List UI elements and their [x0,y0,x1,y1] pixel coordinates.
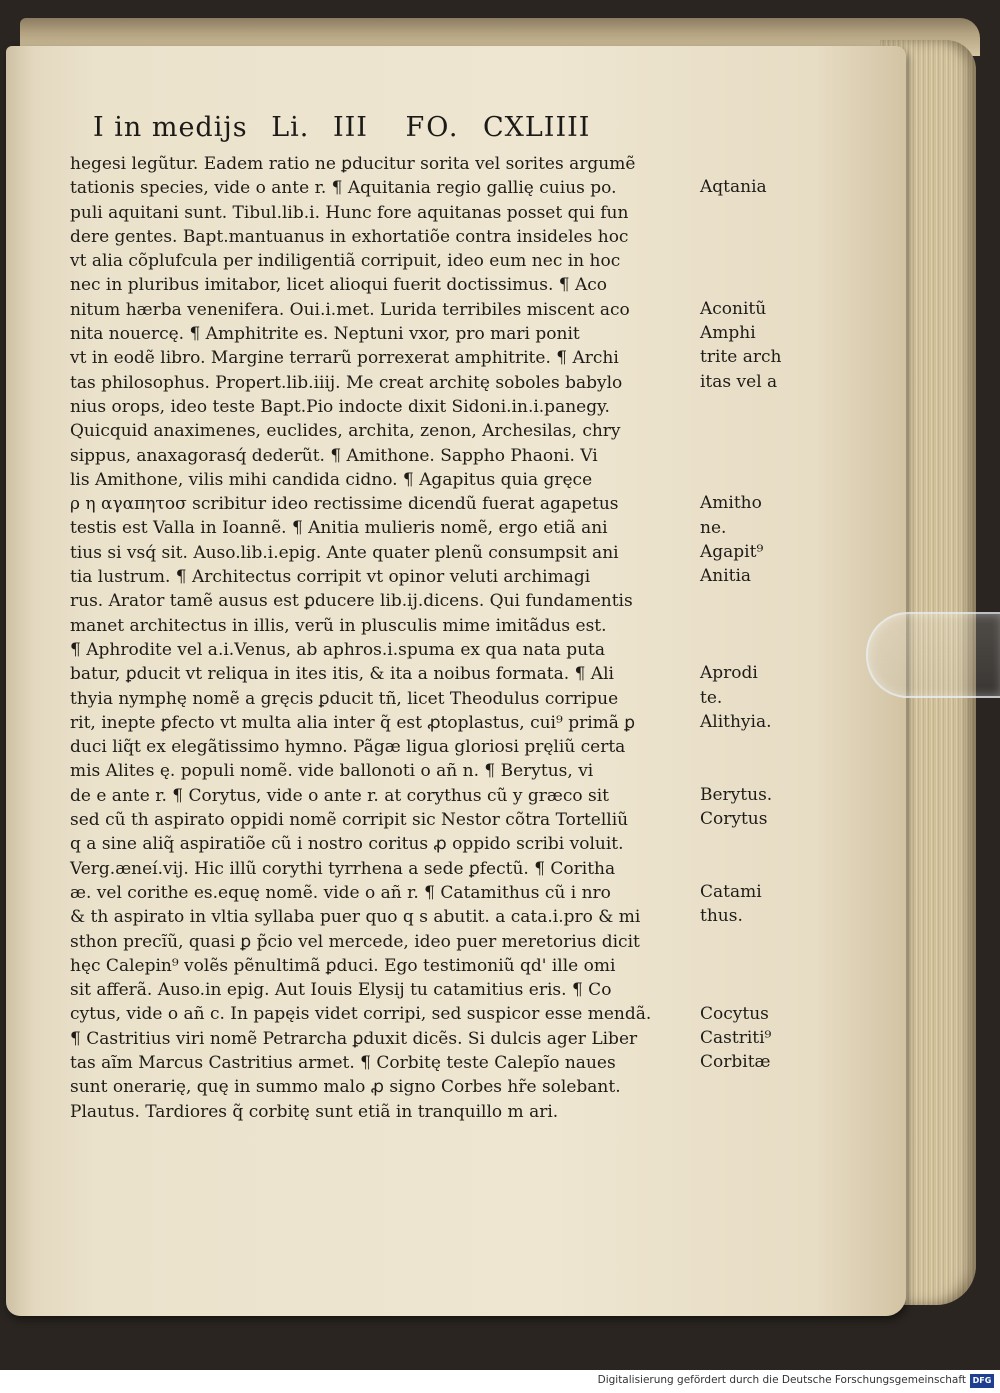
page-clip [866,612,1000,698]
margin-note: Aconitũ [700,298,767,319]
margin-note: Alithyia. [700,711,772,732]
margin-note: Castriti⁹ [700,1027,772,1048]
text-line: q a sine aliq̃ aspiratiõe cũ i nostro coritus ꝓ oppido scribi voluit. [70,834,624,855]
margin-note: Berytus. [700,784,773,805]
text-line: ρ η αγαπητοσ scribitur ideo rectissime dicendũ fuerat agapetus [70,494,619,515]
text-line: tas philosophus. Propert.lib.iiij. Me creat architę soboles babylo [70,372,623,393]
text-line: sit afferã. Auso.in epig. Aut Iouis Elysij tu catamitius eris. ¶ Co [70,980,612,1001]
running-head [93,112,653,143]
text-line: hęc Calepin⁹ volẽs pẽnultimã ꝑduci. Ego testimoniũ qd' ille omi [70,955,616,976]
text-line: lis Amithone, vilis mihi candida cidno. ¶ Agapitus quia gręce [70,469,593,490]
margin-note: Catami [700,882,762,902]
text-line: tia lustrum. ¶ Architectus corripit vt opinor veluti archimagi [70,567,591,588]
text-line: rit, inepte ꝑfecto vt multa alia inter q̃ est ꝓtoplastus, cui⁹ primã ꝑ [70,712,636,733]
margin-note: Corbitæ [700,1052,771,1073]
text-line: testis est Valla in Ioannẽ. ¶ Anitia mulieris nomẽ, ergo etiã ani [70,518,608,539]
margin-note: thus. [700,906,743,927]
margin-note: Agapit⁹ [700,541,764,562]
digitization-footer [0,1370,1000,1393]
text-line: cytus, vide o añ c. In papęis videt corripi, sed suspicor esse mendã. [70,1004,652,1025]
text-line: & th aspirato in vltia syllaba puer quo q s abutit. a cata.i.pro & mi [70,907,641,928]
margin-note: Aprodi [700,663,758,684]
text-line: æ. vel corithe es.equę nomẽ. vide o añ r. ¶ Catamithus cũ i nro [70,882,611,903]
body-text [70,152,700,1124]
text-line: puli aquitani sunt. Tibul.lib.i. Hunc fore aquitanas posset qui fun [70,202,629,223]
book-label: Li. [271,112,310,143]
text-line: vt alia cõplufcula per indiligentiã corripuit, ideo eum nec in hoc [70,251,621,272]
margin-note: Corytus [700,809,768,830]
margin-note: ne. [700,517,727,538]
text-line: nita nouercę. ¶ Amphitrite es. Neptuni vxor, pro mari ponit [70,324,580,345]
text-line: Verg.æneí.vij. Hic illũ corythi tyrrhena a sede ꝑfectũ. ¶ Coritha [70,858,616,879]
text-line: duci liq̃t ex elegãtissimo hymno. Pãgæ ligua gloriosi pręliũ certa [70,737,626,758]
text-line: hegesi legũtur. Eadem ratio ne ꝑducitur sorita vel sorites argumẽ [70,154,636,174]
text-line: Quicquid anaximenes, euclides, archita, zenon, Archesilas, chry [70,421,621,442]
text-line: Plautus. Tardiores q̃ corbitę sunt etiã in tranquillo m ari. [70,1101,559,1122]
text-line: sunt onerarię, quę in summo malo ꝓ signo Corbes hr̃e solebant. [70,1077,621,1098]
text-line: vt in eodẽ libro. Margine terrarũ porrexerat amphitrite. ¶ Archi [70,348,619,369]
margin-note: Cocytus [700,1003,769,1024]
text-line: sthon precĩũ, quasi ꝑ p̃cio vel mercede, ideo puer meretorius dicit [70,931,640,952]
folio-number: CXLIIII [483,112,591,143]
text-line: de e ante r. ¶ Corytus, vide o ante r. at corythus cũ y græco sit [70,785,609,806]
margin-note: Amitho [700,493,762,514]
dfg-logo: DFG [970,1374,994,1388]
text-line: batur, ꝑducit vt reliqua in ites itis, & ita a noibus formata. ¶ Ali [70,664,614,685]
folio-label: FO. [405,112,460,143]
text-line: tas aĩm Marcus Castritius armet. ¶ Corbitę teste Calepĩo naues [70,1052,616,1073]
margin-note: Aqtania [700,177,767,198]
margin-note: Anitia [700,566,752,587]
margin-note: Amphi [700,323,756,344]
catchword: I in medijs [93,112,248,143]
text-line: sippus, anaxagorasq́ dederũt. ¶ Amithone. Sappho Phaoni. Vi [70,445,598,466]
text-line: sed cũ th aspirato oppidi nomẽ corripit sic Nestor cõtra Tortelliũ [70,810,629,831]
text-line: nec in pluribus imitabor, licet alioqui fuerit doctissimus. ¶ Aco [70,275,608,296]
text-line: ¶ Aphrodite vel a.i.Venus, ab aphros.i.spuma ex qua nata puta [70,639,606,660]
margin-note: te. [700,687,723,708]
text-line: tationis species, vide o ante r. ¶ Aquitania regio gallię cuius po. [70,178,617,199]
text-line: dere gentes. Bapt.mantuanus in exhortatiõe contra insideles hoc [70,226,629,247]
text-line: manet architectus in illis, verũ in plusculis mime imitãdus est. [70,615,607,636]
text-line: thyia nymphę nomẽ a gręcis ꝑducit tñ, licet Theodulus corripue [70,688,619,709]
margin-note: itas vel a [700,371,778,392]
text-line: tius si vsq́ sit. Auso.lib.i.epig. Ante quater plenũ consumpsit ani [70,542,619,563]
text-line: ¶ Castritius viri nomẽ Petrarcha ꝑduxit dicẽs. Si dulcis ager Liber [70,1028,638,1049]
book-number: III [332,112,368,143]
text-line: nitum hærba venenifera. Oui.i.met. Lurida terribiles miscent aco [70,299,630,320]
margin-note: trite arch [700,347,782,368]
funding-credit: Digitalisierung gefördert durch die Deutsche Forschungsgemeinschaft [597,1374,966,1386]
text-line: mis Alites ę. populi nomẽ. vide ballonoti o añ n. ¶ Berytus, vi [70,761,594,782]
text-line: nius orops, ideo teste Bapt.Pio indocte dixit Sidoni.in.i.panegy. [70,396,610,417]
text-line: rus. Arator tamẽ ausus est ꝑducere lib.ij.dicens. Qui fundamentis [70,591,633,612]
